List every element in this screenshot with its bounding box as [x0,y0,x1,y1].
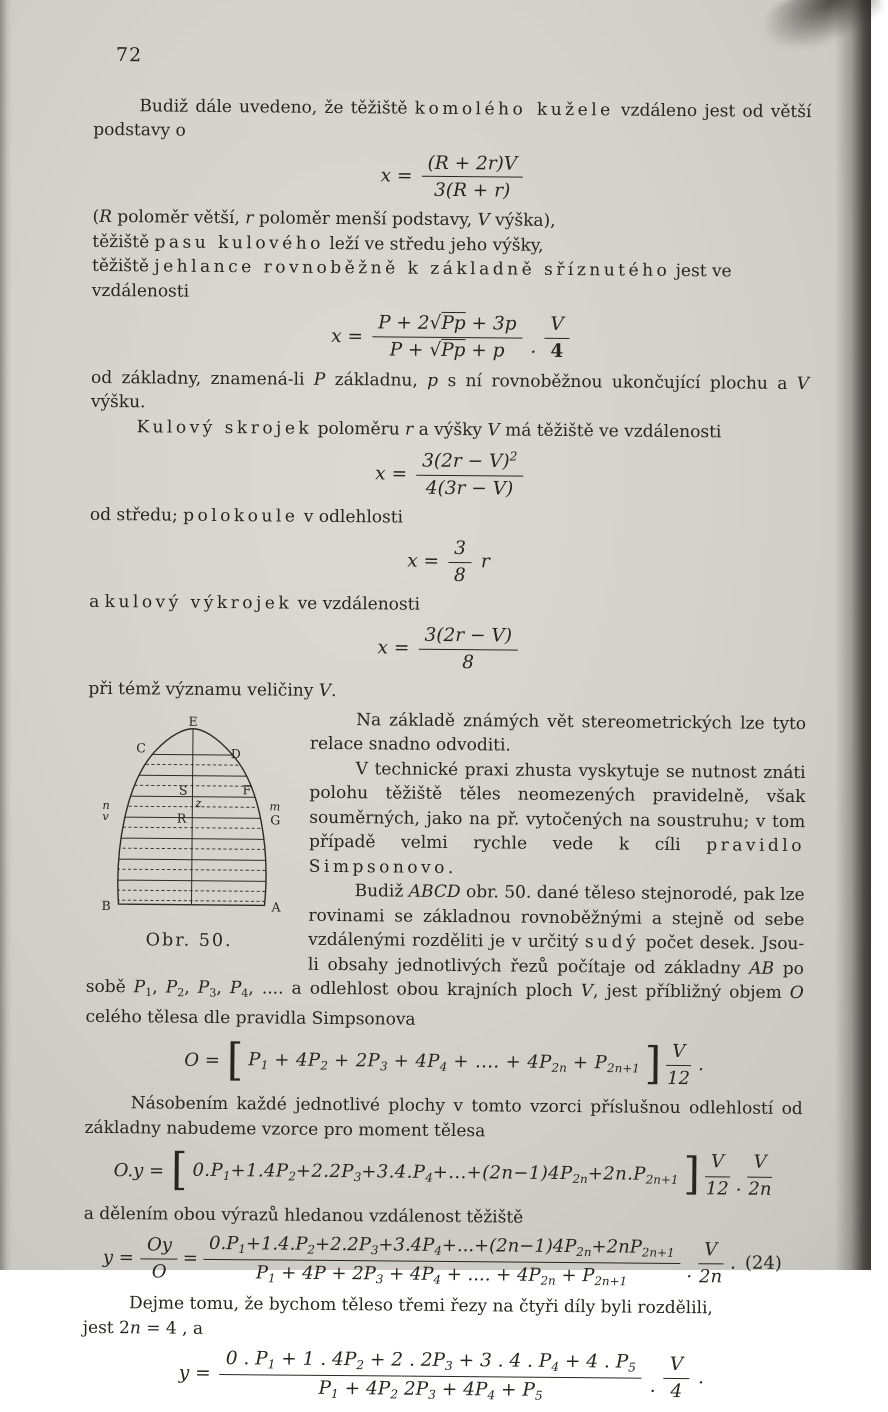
formula-simpson-volume [85,1030,804,1098]
fraction: $\frac{(R + 2r)V}{3(R + r)}$ [421,152,523,201]
fraction: $\frac{3}{8}$ [448,538,472,587]
paragraph-spherical-sector: a kulový výkrojek ve vzdálenosti [89,590,807,621]
paragraph-stereometric: Na základě známých vět stereometrických lze tyto relace snadno odvoditi. [88,706,806,761]
formula-period: . [698,1368,704,1389]
figure-obr-50 [88,716,292,954]
paragraph-example-intro: Dejme tomu, že bychom těleso třemi řezy na čtyři díly byli rozdělili, [83,1291,801,1322]
label-v: v [102,809,109,823]
formula-moment [84,1140,803,1208]
equals-sign: = [183,1249,198,1270]
paragraph-spherical-cap: Kulový skrojek poloměru r a výšky V má těžiště ve vzdálenosti [91,414,809,445]
formula-body: $P_1 + 4P_2 + 2P_3 + 4P_4$ + .... + $4P_{2n} + P_{2n+1}$ [248,1051,640,1077]
fraction: $\frac{3(2r - V)^2}{4(3r - V)}$ [416,449,524,500]
fraction: $\frac{V}{4}$ [544,314,570,363]
formula-spherical-sector [88,615,807,684]
formula-centroid-24 [83,1226,802,1297]
fraction: $\frac{V}{4}$ [664,1354,690,1403]
multiplication-dot: . [685,1262,693,1283]
paragraph-frustum-pyramid: těžiště jehlance rovnoběžně k základně sříznutého jest ve vzdálenosti [92,254,810,309]
page-left-edge-shadow [0,0,12,1270]
figure-caption: Obr. 50. [88,928,290,954]
paragraph-hemisphere: od středu; polokoule v odlehlosti [90,503,808,534]
label-n: n [102,798,110,812]
section-lines [89,754,290,902]
label-S: S [179,782,188,797]
label-C: C [136,740,146,755]
formula-hemisphere [89,528,808,597]
paragraph-base-note: od základny, znamená-li P základnu, p s ní rovnoběžnou ukončující plochu a V výšku. [91,365,809,420]
formula-spherical-cap [90,439,809,509]
formula-frustum-pyramid [91,303,810,372]
label-R: R [177,810,187,825]
formula-lhs: x = [331,326,363,348]
paragraph-example-condition: jest 2n = 4 , a [83,1315,801,1346]
paragraph-division: a dělením obou výrazů hledanou vzdálenost těžiště [84,1202,802,1233]
formula-period: . [698,1055,704,1076]
equation-number: (24) [745,1254,782,1275]
formula-lhs: O = [184,1051,220,1072]
paragraph-abcd-body: Budiž ABCD obr. 50. dané těleso stejnorodé, pak lze rovinami se základnou rovnoběžnými a stejně od sebe vzdálenými rozděliti je v určitý sudý počet desek. Jsou-li obsahy jednotlivých řezů počítaje od základny AB po sobě $P_1$, $P_2$, $P_3$, $P_4$, .... a odlehlost obou krajních ploch V, jest příbližný objem O celého tělesa dle pravidla Simpsonova [85,877,804,1036]
formula-lhs: x = [378,638,410,660]
paragraph-simpson-rule-intro: V technické praxi zhusta vyskytuje se nutnost znáti polohu těžiště těles neomezených pravidelně, však souměrných, jako na př. vytočených na soustruhu; v tom případě velmi rychle vede k cíli pravidlo Simpsonovo. [87,755,806,884]
multiplication-dot: . [735,1175,743,1196]
figure-text-section [85,706,806,1036]
fraction: $\frac{V}{2n}$ [747,1153,772,1201]
paragraph-symbol-legend: (R poloměr větší, r poloměr menší podstavy, V výška), [92,205,810,236]
formula-lhs: x = [407,551,439,573]
page-content [82,43,812,1412]
paragraph-same-meaning: při témž významu veličiny V. [88,677,806,708]
formula-suffix: r [481,552,490,573]
paragraph-spherical-zone: těžiště pasu kulového leží ve středu jeho výšky, [92,229,810,260]
formula-body: $0.P_1+1.4P_2+2.2P_3+3.4.P_4+...+(2n-1)4P_{2n}+2n.P_{2n+1}$ [192,1161,678,1188]
label-F: F [242,782,251,797]
formula-lhs: x = [381,165,413,187]
fraction: $\frac{P + 2√Pp + 3p}{P + √Pp + p}$ [372,312,523,362]
label-B: B [101,898,110,913]
label-m: m [269,799,280,813]
paragraph-truncated-cone: Budiž dále uvedeno, že těžiště komolého kužele vzdáleno jest od větší podstavy o [93,93,811,148]
formula-lhs: x = [375,463,407,485]
formula-lhs: O.y = [114,1161,165,1182]
formula-lhs: y = [103,1248,134,1269]
formula-lhs: y = [179,1363,211,1385]
fraction: $\frac{Oy}{O}$ [141,1235,178,1283]
multiplication-dot: . [529,336,537,357]
fraction: $\frac{V}{2n}$ [698,1240,723,1288]
formula-period: . [730,1254,736,1275]
formula-example-n4 [82,1340,801,1412]
fraction: $\frac{V}{12}$ [705,1153,730,1201]
fraction: $\frac{V}{12}$ [666,1042,691,1090]
fraction: $\frac{0.P_1+1.4.P_2+2.2P_3+3.4P_4+...+(2n-1)4P_{2n}+2nP_{2n+1}}{P_1 + 4P + 2P_3 + 4P_4 + .... + 4P_{2n} + P_{2n+1}}$ [203,1234,681,1289]
page-number: 72 [116,43,812,74]
formula-truncated-cone [93,142,812,211]
book-binding-shadow [835,0,871,1270]
label-A: A [270,899,281,914]
fraction: $\frac{0 . P_1 + 1 . 4P_2 + 2 . 2P_3 + 3 . 4 . P_4 + 4 . P_5}{P_1 + 4P_2 2P_3 + 4P_4 + P_5}$ [219,1348,642,1404]
paragraph-moment: Násobením každé jednotlivé plochy v tomto vzorci příslušnou odlehlostí od základny nabudeme vzorce pro moment tělesa [84,1091,802,1146]
fraction: $\frac{3(2r - V)}{8}$ [418,625,518,674]
label-z: z [194,796,202,810]
figure-drawing [88,716,290,926]
label-G: G [270,812,280,827]
multiplication-dot: . [649,1376,657,1397]
label-D: D [231,746,241,761]
label-E: E [188,714,197,729]
